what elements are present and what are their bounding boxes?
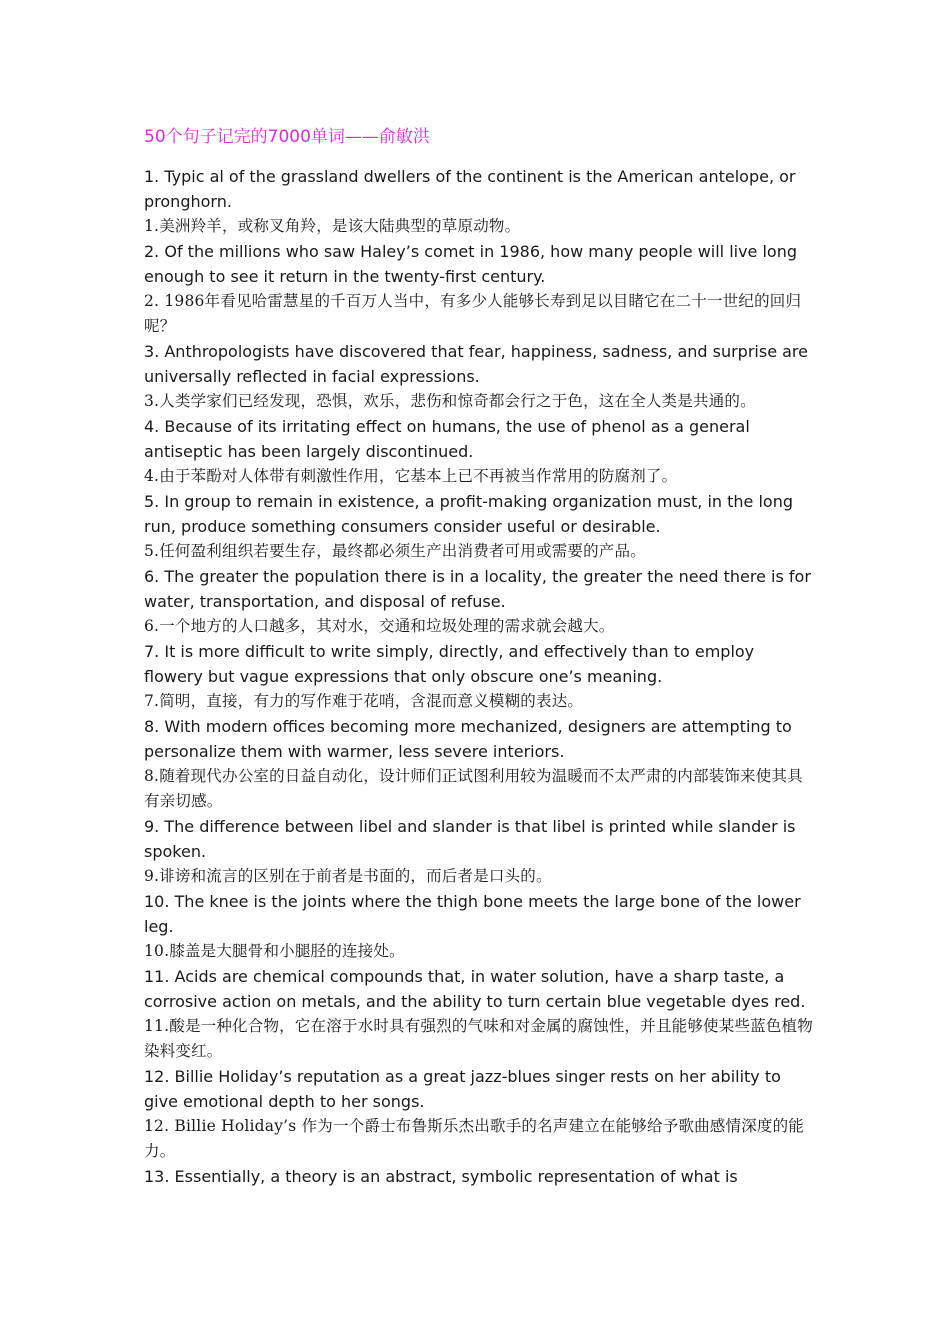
sentence-13-en: 13. Essentially, a theory is an abstract, symbolic representation of what is — [144, 1167, 738, 1186]
sentence-5-en: 5. In group to remain in existence, a profit-making organization must, in the long run, produce something consumers consider useful or desirable. — [144, 492, 793, 536]
sentence-6-en: 6. The greater the population there is in a locality, the greater the need there is for water, transportation, and disposal of refuse. — [144, 567, 811, 611]
document-title: 50个句子记完的7000单词——俞敏洪 — [144, 127, 430, 147]
sentence-5-zh: 5.任何盈利组织若要生存，最终都必须生产出消费者可用或需要的产品。 — [144, 542, 646, 560]
sentence-9-zh: 9.诽谤和流言的区别在于前者是书面的，而后者是口头的。 — [144, 867, 552, 885]
sentence-2-en: 2. Of the millions who saw Haley’s comet in 1986, how many people will live long enough to see it return in the twenty-first century. — [144, 242, 798, 286]
sentence-11-zh: 11.酸是一种化合物，它在溶于水时具有强烈的气味和对金属的腐蚀性，并且能够使某些蓝色植物染料变红。 — [144, 1017, 813, 1060]
sentence-3-zh: 3.人类学家们已经发现，恐惧，欢乐，悲伤和惊奇都会行之于色，这在全人类是共通的。 — [144, 392, 756, 410]
sentence-10-en: 10. The knee is the joints where the thigh bone meets the large bone of the lower leg. — [144, 892, 801, 936]
sentence-4-zh: 4.由于苯酚对人体带有刺激性作用，它基本上已不再被当作常用的防腐剂了。 — [144, 467, 678, 485]
sentence-9-en: 9. The difference between libel and slander is that libel is printed while slander is spoken. — [144, 817, 796, 861]
sentence-6-zh: 6.一个地方的人口越多，其对水，交通和垃圾处理的需求就会越大。 — [144, 617, 615, 635]
sentence-3-en: 3. Anthropologists have discovered that fear, happiness, sadness, and surprise are universally reflected in facial expressions. — [144, 342, 808, 386]
sentence-1-zh: 1.美洲羚羊，或称叉角羚，是该大陆典型的草原动物。 — [144, 217, 521, 235]
sentence-7-en: 7. It is more difficult to write simply, directly, and effectively than to employ flowery but vague expressions that only obscure one’s meaning. — [144, 642, 755, 686]
sentence-12-en: 12. Billie Holiday’s reputation as a great jazz-blues singer rests on her ability to give emotional depth to her songs. — [144, 1067, 781, 1111]
sentence-10-zh: 10.膝盖是大腿骨和小腿胫的连接处。 — [144, 942, 405, 960]
sentence-11-en: 11. Acids are chemical compounds that, in water solution, have a sharp taste, a corrosive action on metals, and the ability to turn certain blue vegetable dyes red. — [144, 967, 806, 1011]
sentence-8-en: 8. With modern offices becoming more mechanized, designers are attempting to personalize them with warmer, less severe interiors. — [144, 717, 792, 761]
paragraph-list — [144, 164, 814, 1189]
sentence-7-zh: 7.简明，直接，有力的写作难于花哨，含混而意义模糊的表达。 — [144, 692, 584, 710]
sentence-8-zh: 8.随着现代办公室的日益自动化，设计师们正试图利用较为温暖而不太严肃的内部装饰来使其具有亲切感。 — [144, 767, 803, 810]
sentence-2-zh: 2. 1986年看见哈雷慧星的千百万人当中，有多少人能够长寿到足以目睹它在二十一世纪的回归呢？ — [144, 292, 802, 335]
sentence-12-zh: 12. Billie Holiday’s 作为一个爵士布鲁斯乐杰出歌手的名声建立在能够给予歌曲感情深度的能力。 — [144, 1117, 804, 1160]
sentence-4-en: 4. Because of its irritating effect on humans, the use of phenol as a general antiseptic has been largely discontinued. — [144, 417, 750, 461]
sentence-1-en: 1. Typic al of the grassland dwellers of the continent is the American antelope, or pronghorn. — [144, 167, 796, 211]
document-page — [144, 118, 814, 1189]
